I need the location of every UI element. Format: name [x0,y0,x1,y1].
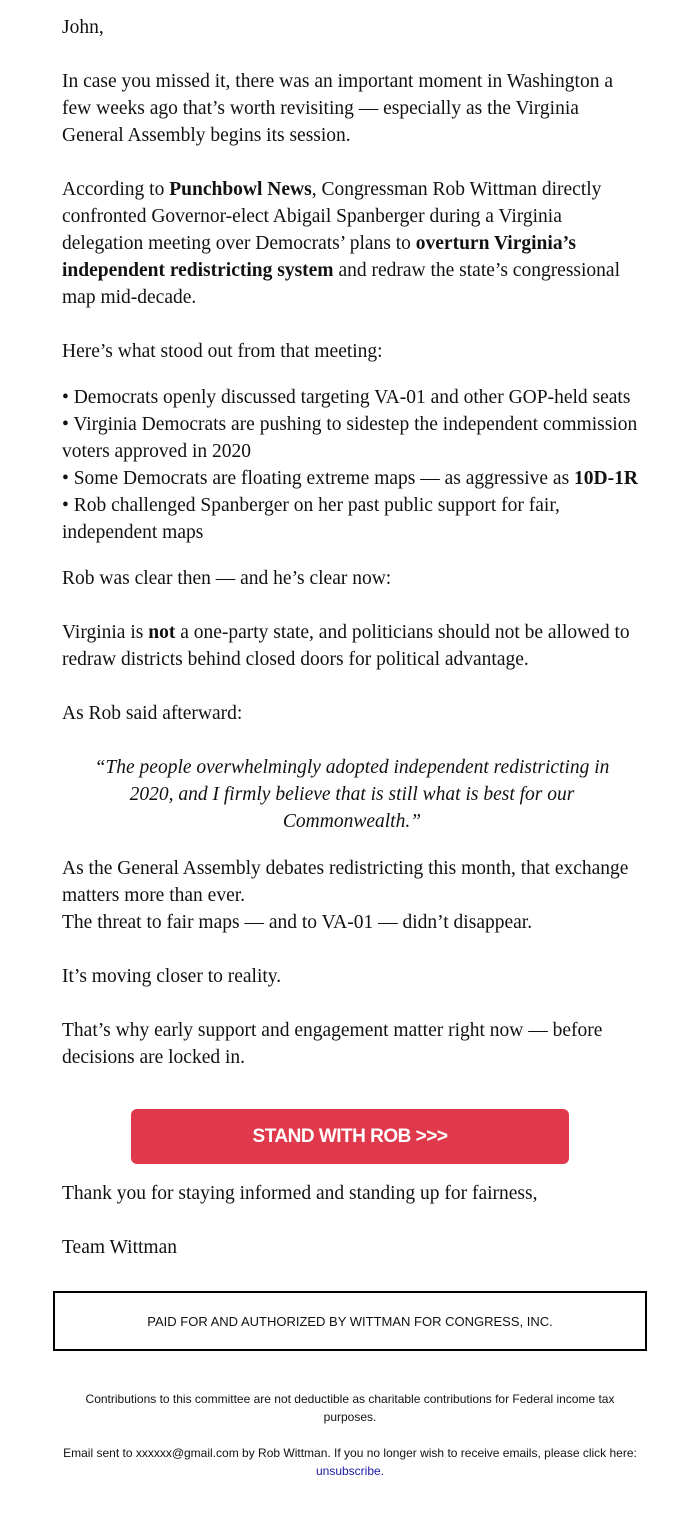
email-body [62,14,642,1098]
closer-paragraph: It’s moving closer to reality. [62,966,282,987]
period: . [380,1464,385,1478]
list-item: • Rob challenged Spanberger on her past public support for fair, independent maps [62,495,560,543]
rob-said-paragraph: As Rob said afterward: [62,703,243,724]
support-paragraph: That’s why early support and engagement matter right now — before decisions are locked in. [62,1020,603,1068]
assembly-paragraph: As the General Assembly debates redistricting this month, that exchange matters more than ever. [62,858,629,906]
stand-with-rob-button[interactable]: STAND WITH ROB >>> [131,1109,569,1164]
signature [62,1180,537,1288]
paid-for-box [53,1291,647,1351]
greeting: John, [62,17,104,38]
one-party-paragraph [62,619,642,673]
punchbowl-paragraph [62,176,642,311]
meeting-intro: Here’s what stood out from that meeting: [62,341,383,362]
emphasis: not [148,622,176,643]
rob-quote: “The people overwhelmingly adopted independent redistricting in 2020, and I firmly believe that is still what is best for our Commonwealth.” [94,757,610,832]
bullet-list [62,384,642,546]
text: , Congressman Rob Wittman directly confronted Governor-elect Abigail Spanberger during a Virginia delegation meeting over Democrats’ plans to [62,179,602,254]
list-item: • Virginia Democrats are pushing to sidestep the independent commission voters approved in 2020 [62,414,638,462]
rob-clear-paragraph: Rob was clear then — and he’s clear now: [62,568,392,589]
intro-paragraph: In case you missed it, there was an important moment in Washington a few weeks ago that’s worth revisiting — especially as the Virginia General Assembly begins its session. [62,71,613,146]
signoff-text: Team Wittman [62,1237,178,1258]
text: and redraw the state’s congressional map mid-decade. [62,260,621,308]
list-item: • Democrats openly discussed targeting VA-01 and other GOP-held seats [62,387,631,408]
threat-paragraph: The threat to fair maps — and to VA-01 — didn’t disappear. [62,912,533,933]
text: Virginia is [62,622,149,643]
unsubscribe-link[interactable]: unsubscribe [315,1464,381,1478]
emphasis: 10D-1R [574,468,638,489]
text: According to [62,179,170,200]
paid-for-text: PAID FOR AND AUTHORIZED BY WITTMAN FOR CONGRESS, INC. [147,1313,553,1329]
email-footer [55,1444,645,1480]
source-name: Punchbowl News [169,179,312,200]
text: a one-party state, and politicians should not be allowed to redraw districts behind closed doors for political advantage. [62,622,630,670]
footer-text: Email sent to xxxxxx@gmail.com by Rob Wittman. If you no longer wish to receive emails, please click here: [63,1446,637,1460]
thanks-text: Thank you for staying informed and standing up for fairness, [62,1183,538,1204]
text: • Some Democrats are floating extreme maps — as aggressive as [62,468,575,489]
cta-container [131,1109,569,1164]
tax-disclaimer: Contributions to this committee are not deductible as charitable contributions for Federal income tax purposes. [85,1392,615,1424]
emphasis: overturn Virginia’s independent redistricting system [62,233,576,281]
list-item [62,465,642,492]
